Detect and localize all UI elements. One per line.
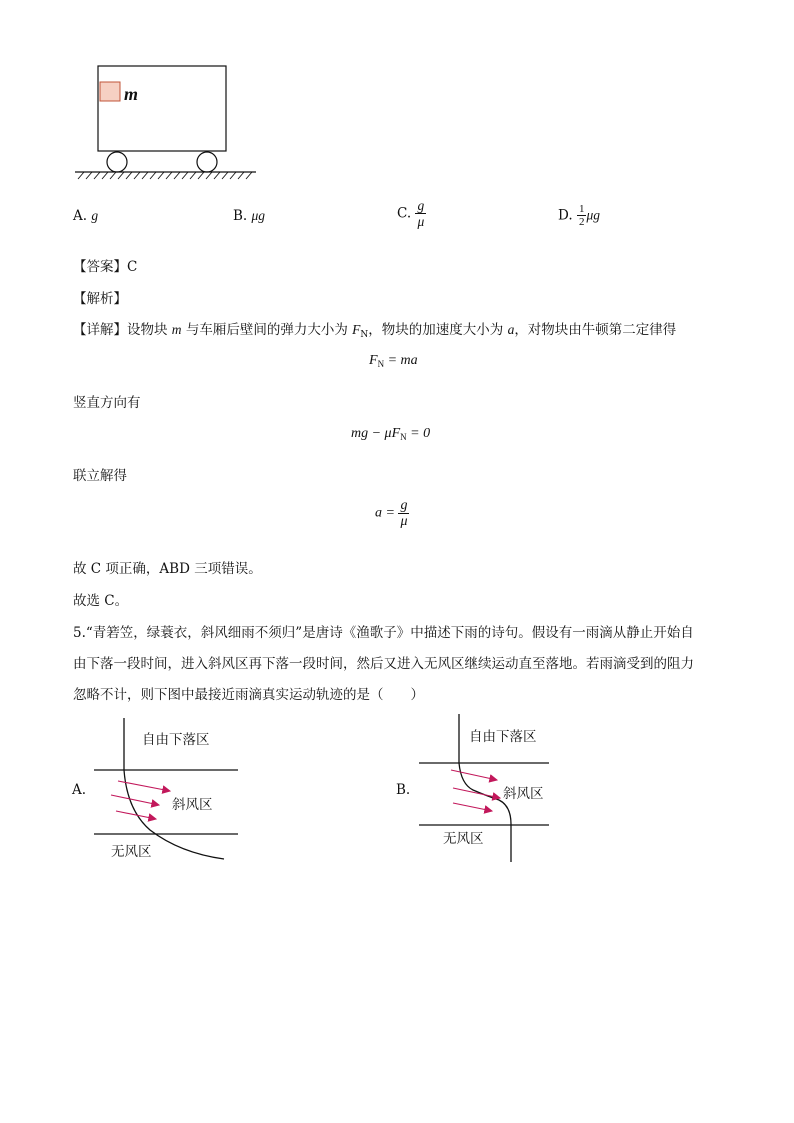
fraction-denominator: μ	[400, 514, 408, 529]
option-value: μg	[251, 208, 266, 223]
conclusion-1: 故 C 项正确，ABD 三项错误。	[73, 561, 262, 577]
q4-option-b	[233, 208, 265, 224]
answer-line	[73, 255, 137, 275]
wind-arrow	[453, 788, 500, 798]
cart-wheel-left	[107, 152, 127, 172]
detail-text: 与车厢后壁间的弹力大小为	[181, 322, 353, 338]
option-fraction	[415, 198, 426, 229]
detail-text: ，物块的加速度大小为	[368, 322, 508, 338]
detail-label: 【详解】	[73, 322, 127, 338]
zone-label-free-fall: 自由下落区	[469, 729, 537, 745]
wind-arrow	[111, 795, 159, 805]
detail-var-a: a	[507, 322, 515, 337]
eq-left: a =	[375, 505, 399, 521]
eq-right: = 0	[406, 426, 431, 441]
option-letter: C.	[397, 205, 412, 222]
trajectory-diagram-b	[415, 712, 565, 867]
eq-right: = ma	[384, 353, 418, 368]
zone-label-no-wind: 无风区	[111, 844, 152, 860]
wind-arrow	[453, 803, 492, 811]
detail-text: 设物块	[127, 322, 172, 338]
answer-value: C	[127, 259, 138, 275]
zone-label-oblique-wind: 斜风区	[172, 797, 213, 813]
detail-var-f: F	[352, 322, 361, 337]
cart-wheel-right	[197, 152, 217, 172]
fraction-numerator: 1	[578, 203, 585, 215]
conclusion-2: 故选 C。	[73, 593, 129, 609]
q4-option-a	[73, 208, 98, 224]
eq-left: mg − μF	[351, 426, 401, 441]
answer-label: 【答案】	[73, 259, 127, 275]
question-number: 5.	[73, 625, 86, 641]
equation-newton	[369, 353, 418, 369]
eq-fraction	[398, 498, 409, 529]
option-letter: A.	[73, 208, 88, 224]
vertical-text: 竖直方向有	[73, 395, 141, 411]
q5-line-1	[73, 621, 694, 641]
zone-label-no-wind: 无风区	[443, 831, 484, 847]
q4-option-d	[558, 203, 600, 228]
analysis-label: 【解析】	[73, 291, 127, 307]
q5-line-3: 忽略不计，则下图中最接近雨滴真实运动轨迹的是（ ）	[73, 687, 424, 703]
equation-result	[375, 498, 409, 529]
q5-option-b-letter: B.	[396, 782, 411, 798]
question-text: “青箬笠，绿蓑衣，斜风细雨不须归”是唐诗《渔歌子》中描述下雨的诗句。假设有一雨滴从静止开始自	[85, 625, 694, 641]
zone-label-free-fall: 自由下落区	[142, 732, 210, 748]
option-letter: B.	[233, 208, 248, 224]
detail-line	[73, 318, 676, 340]
fraction-numerator: g	[398, 498, 409, 514]
option-value: g	[91, 208, 99, 223]
q5-option-a-letter: A.	[72, 782, 87, 798]
detail-sub-n: N	[360, 330, 369, 340]
fraction-denominator: 2	[578, 216, 585, 228]
eq-sub: N	[377, 359, 385, 369]
cart-figure	[70, 60, 270, 185]
wind-arrow	[451, 770, 497, 780]
zone-label-oblique-wind: 斜风区	[503, 786, 544, 802]
option-suffix: μg	[586, 207, 600, 223]
fraction-numerator: g	[415, 198, 426, 214]
detail-var-m: m	[171, 322, 182, 337]
solve-text: 联立解得	[73, 468, 127, 484]
fraction-denominator: μ	[417, 214, 425, 229]
q5-line-2: 由下落一段时间，进入斜风区再下落一段时间，然后又进入无风区继续运动直至落地。若雨滴受到的阻力	[73, 656, 694, 672]
eq-left: F	[369, 353, 378, 368]
trajectory-diagram-a	[90, 715, 250, 865]
equation-vertical	[351, 426, 430, 442]
mass-label: m	[124, 84, 139, 104]
block-m	[100, 82, 120, 101]
q4-option-c	[397, 198, 426, 229]
detail-text: ，对物块由牛顿第二定律得	[514, 322, 677, 338]
cart-body	[98, 66, 226, 151]
eq-sub: N	[400, 432, 407, 442]
ground-hatching	[78, 172, 252, 179]
option-letter: D.	[558, 207, 573, 224]
option-fraction	[577, 203, 587, 228]
